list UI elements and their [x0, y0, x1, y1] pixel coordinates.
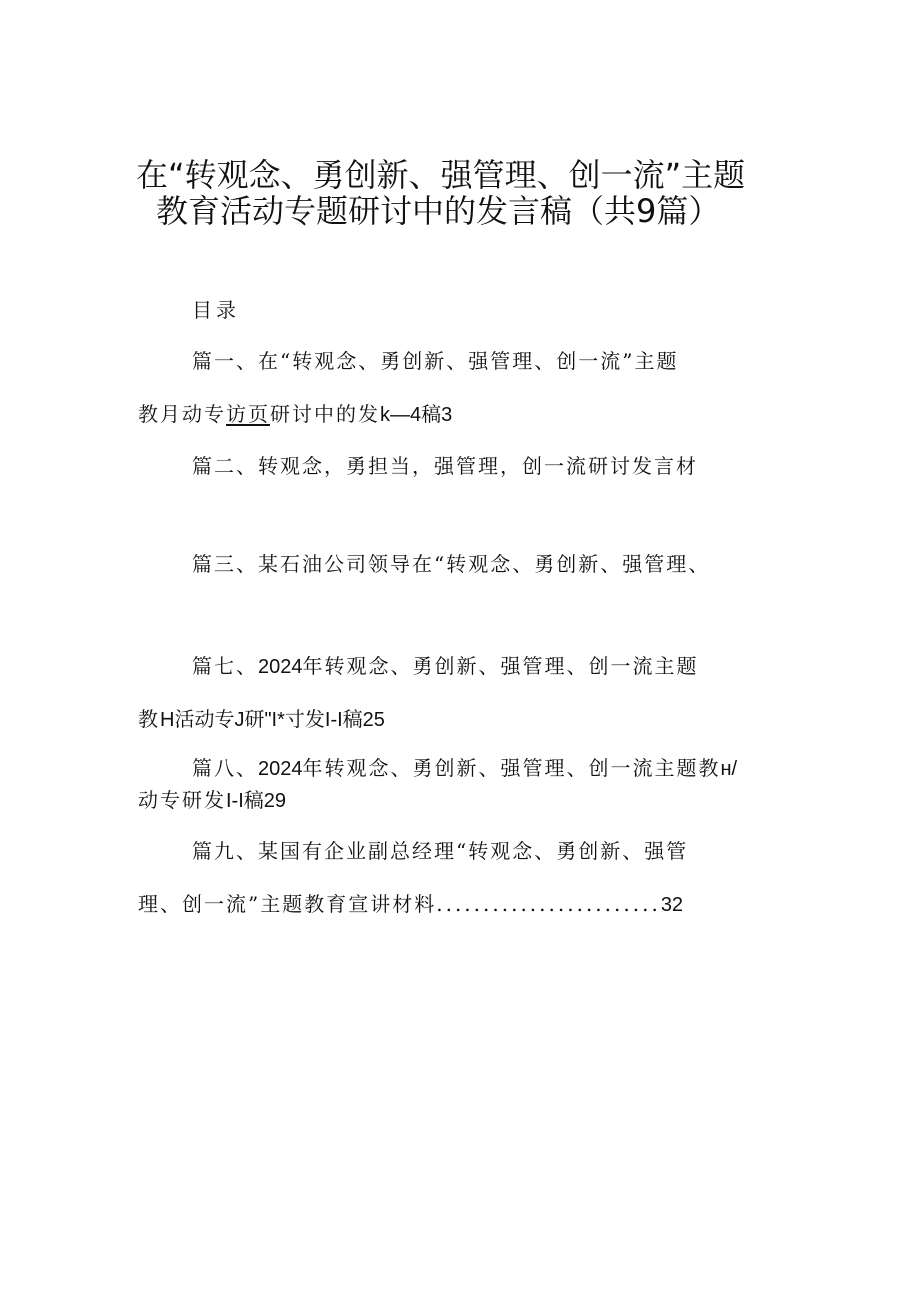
- toc-text: 研讨中的发: [270, 402, 380, 426]
- toc-text: 年转观念、勇创新、强管理、创一流主题: [302, 654, 699, 678]
- toc-entry-9-continuation[interactable]: [138, 888, 683, 917]
- toc-entry-1-continuation[interactable]: [138, 398, 452, 427]
- toc-year: 2024: [258, 656, 303, 678]
- toc-entry-8[interactable]: [192, 752, 737, 781]
- toc-text: 教: [138, 707, 160, 731]
- toc-text: 动专研发: [138, 788, 226, 812]
- toc-entry-2[interactable]: 篇二、转观念，勇担当，强管理，创一流研讨发言材: [192, 454, 698, 478]
- document-title-line-1: 在“转观念、勇创新、强管理、创一流”主题: [136, 156, 746, 194]
- toc-text: 教月动专: [138, 402, 226, 426]
- toc-garbled-text: н/: [720, 758, 738, 780]
- toc-page-number: 32: [660, 894, 684, 916]
- toc-garbled-text: H活动专J研"I*寸发I-I稿25: [160, 709, 385, 731]
- toc-heading: 目录: [192, 298, 240, 322]
- toc-entry-3[interactable]: 篇三、某石油公司领导在“转观念、勇创新、强管理、: [192, 552, 711, 576]
- toc-year: 2024: [258, 758, 303, 780]
- toc-entry-8-continuation[interactable]: [138, 784, 286, 813]
- toc-entry-9[interactable]: 篇九、某国有企业副总经理“转观念、勇创新、强管: [192, 839, 689, 863]
- toc-entry-7[interactable]: [192, 650, 699, 679]
- document-title-line-2: 教育活动专题研讨中的发言稿（共9篇）: [156, 192, 721, 230]
- toc-leader-dots: ........................: [436, 892, 661, 916]
- toc-garbled-text: k—4稿3: [380, 404, 453, 426]
- toc-text: 年转观念、勇创新、强管理、创一流主题教: [302, 756, 721, 780]
- toc-underlined-text: 访页: [226, 402, 270, 426]
- toc-text: 理、创一流”主题教育宣讲材料: [138, 892, 437, 916]
- toc-text: 篇七、: [192, 654, 258, 678]
- toc-text: 篇八、: [192, 756, 258, 780]
- toc-garbled-text: I-I稿29: [226, 790, 287, 812]
- toc-entry-7-continuation[interactable]: [138, 703, 385, 732]
- toc-entry-1[interactable]: 篇一、在“转观念、勇创新、强管理、创一流”主题: [192, 349, 679, 373]
